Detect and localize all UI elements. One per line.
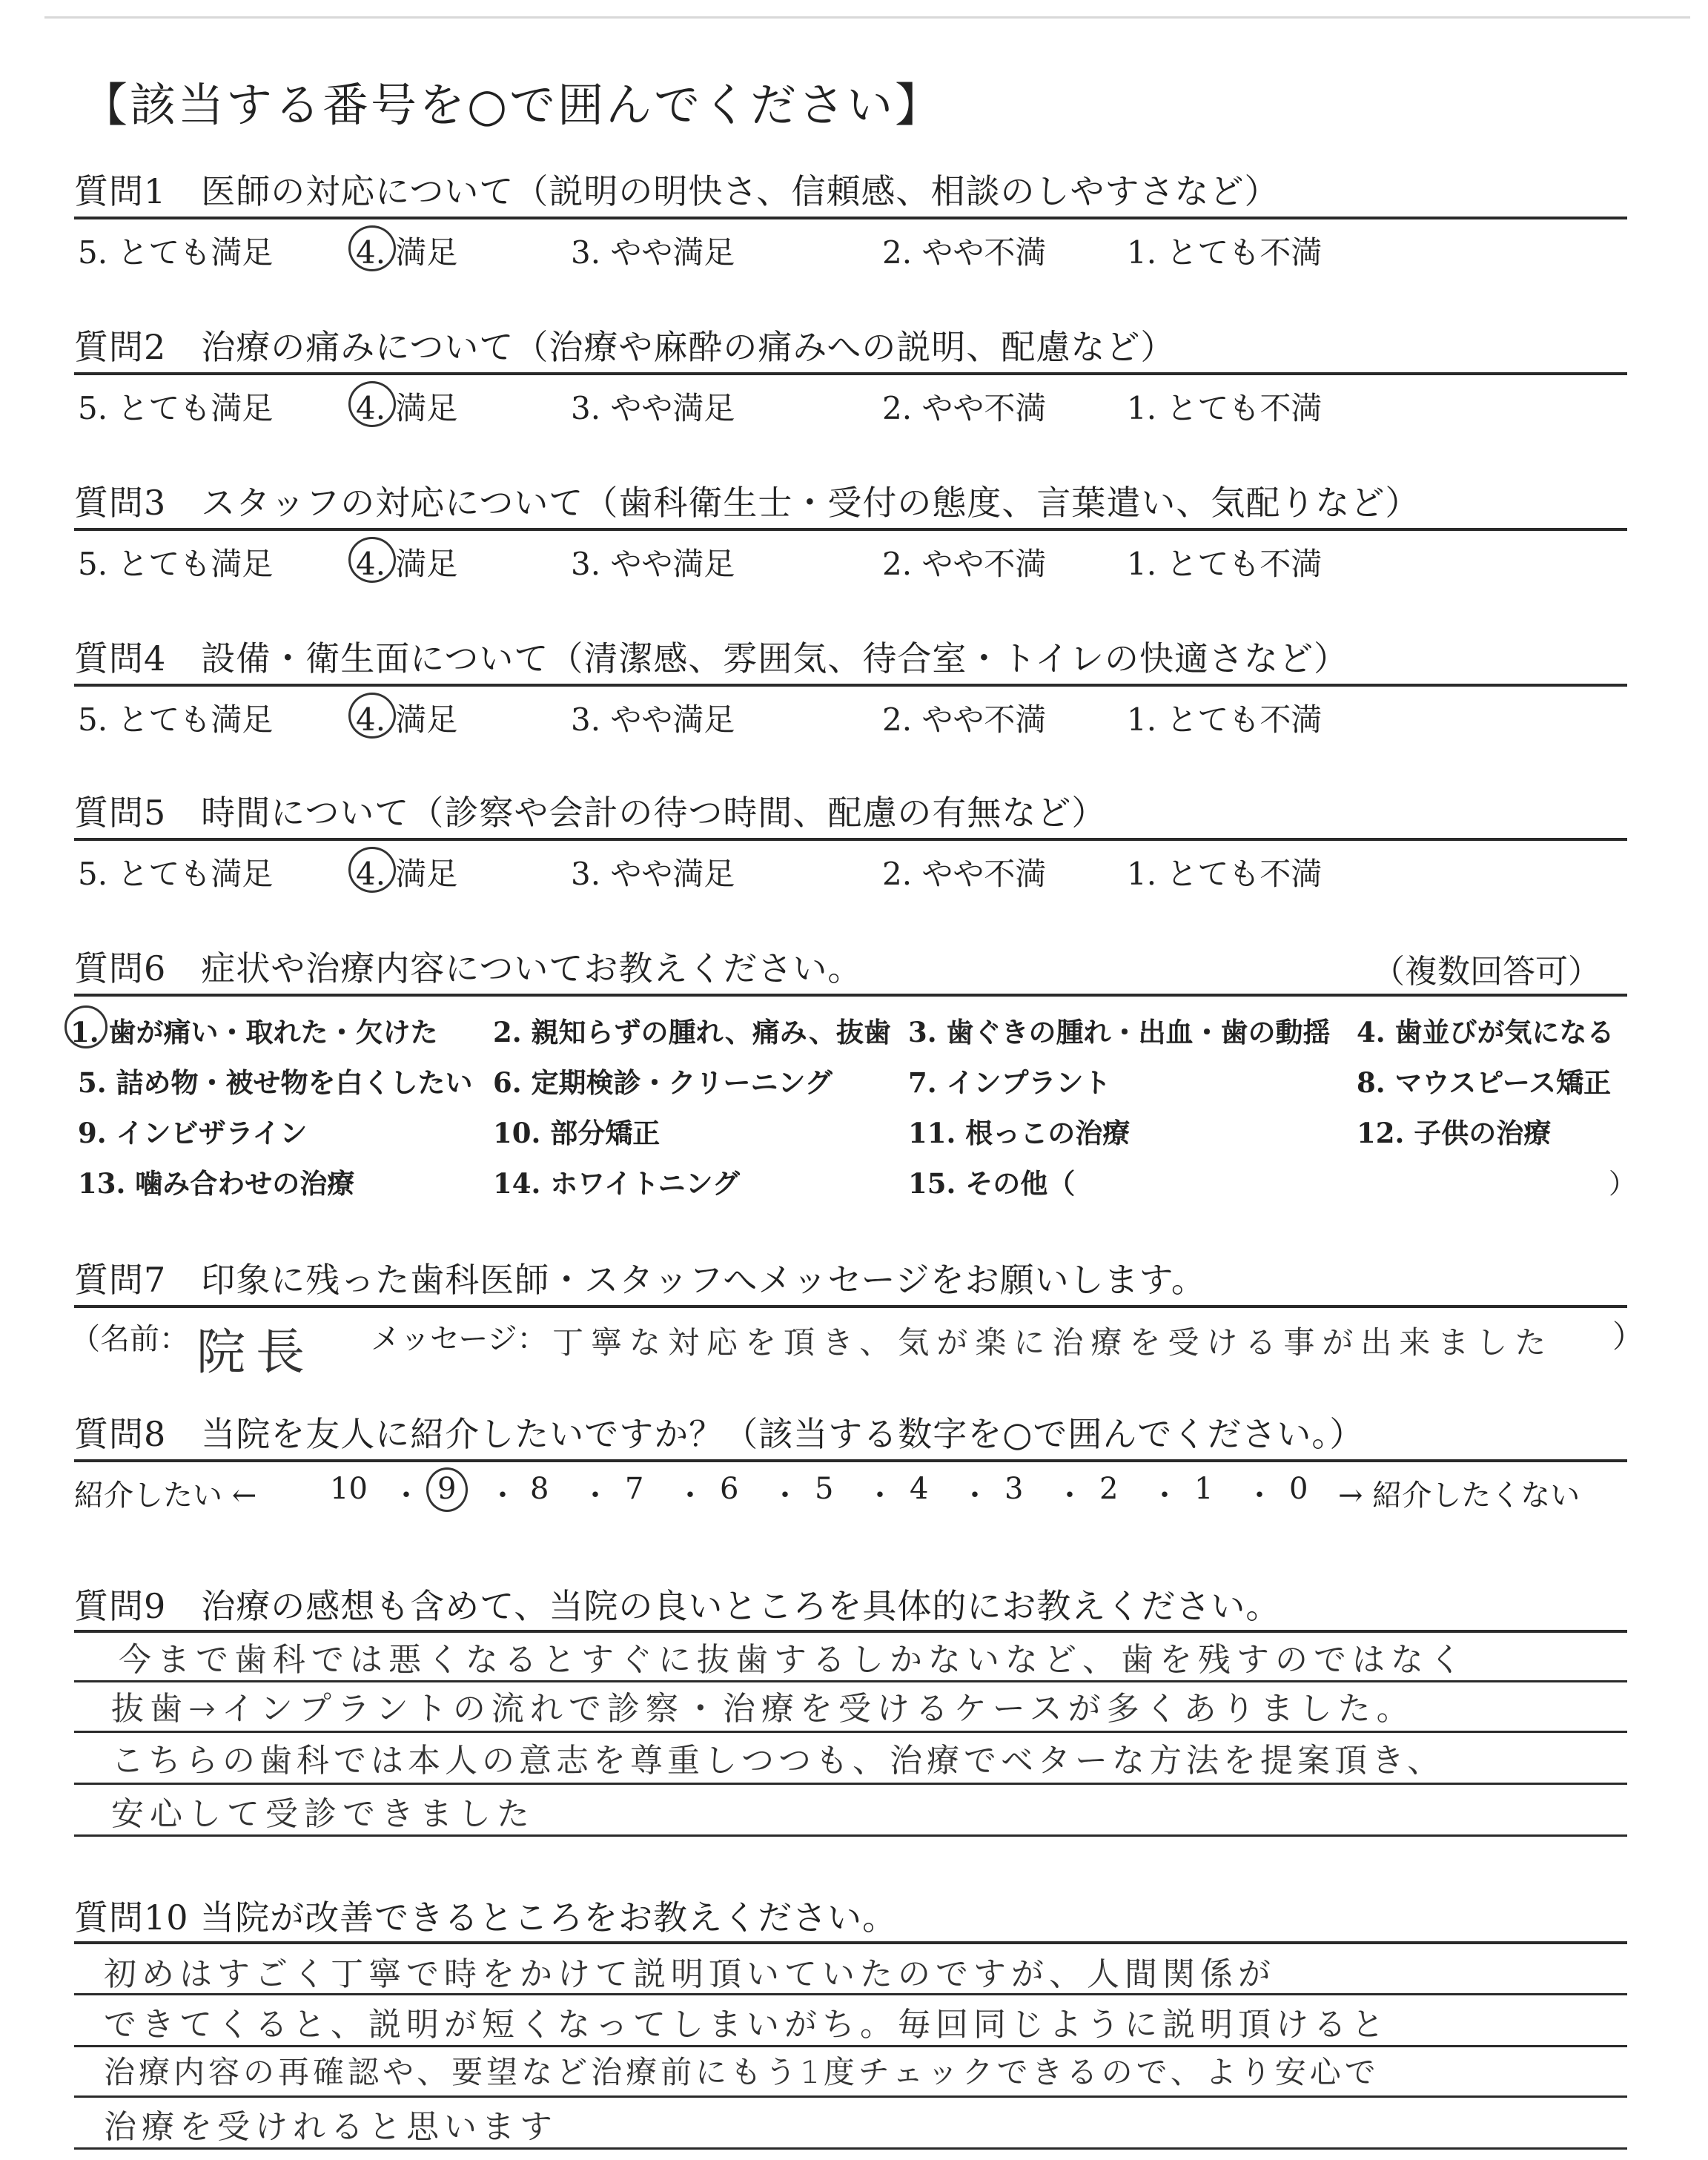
question-4-rule	[74, 684, 1627, 687]
question-10-title: 質問10 当院が改善できるところをお教えください。	[74, 1898, 898, 1938]
scale-dot: ・	[1150, 1479, 1179, 1513]
selection-circle	[348, 381, 396, 427]
question-4-title: 質問4 設備・衛生面について（清潔感、雰囲気、待合室・トイレの快適さなど）	[74, 638, 1349, 678]
scale-4[interactable]: 4	[910, 1472, 929, 1506]
message-value[interactable]: 丁寧な対応を頂き、気が楽に治療を受ける事が出来ました	[552, 1324, 1554, 1361]
question-8-title: 質問8 当院を友人に紹介したいですか？（該当する数字を○で囲んでください。）	[74, 1414, 1365, 1454]
question-2-title: 質問2 治療の痛みについて（治療や麻酔の痛みへの説明、配慮など）	[74, 327, 1176, 367]
question-5-options	[74, 850, 1627, 892]
symptom-12[interactable]: 12. 子供の治療	[1357, 1117, 1552, 1149]
scale-3[interactable]: 3	[1004, 1472, 1024, 1506]
answer-rule	[74, 1731, 1627, 1733]
question-5-rule	[74, 838, 1627, 841]
option-3[interactable]: 3. やや満足	[571, 546, 735, 582]
answer-line-1[interactable]: 今まで歯科では悪くなるとすぐに抜歯するしかないなど、歯を残すのではなく	[119, 1641, 1468, 1679]
option-4[interactable]: 4. 満足	[356, 701, 458, 738]
answer-line-4[interactable]: 治療を受けれると思います	[104, 2108, 557, 2146]
question-9-title: 質問9 治療の感想も含めて、当院の良いところを具体的にお教えください。	[74, 1586, 1281, 1626]
answer-rule	[74, 2095, 1627, 2098]
symptom-4[interactable]: 4. 歯並びが気になる	[1357, 1016, 1615, 1048]
question-5-title: 質問5 時間について（診察や会計の待つ時間、配慮の有無など）	[74, 793, 1107, 833]
message-close: ）	[1612, 1318, 1644, 1355]
question-3-rule	[74, 528, 1627, 531]
option-3[interactable]: 3. やや満足	[571, 856, 735, 892]
question-3-options	[74, 540, 1627, 582]
answer-line-1[interactable]: 初めはすごく丁寧で時をかけて説明頂いていたのですが、人間関係が	[104, 1955, 1276, 1993]
symptom-13[interactable]: 13. 噛み合わせの治療	[78, 1167, 355, 1200]
scale-9[interactable]: 9	[437, 1472, 457, 1506]
name-label: （名前：	[70, 1322, 189, 1356]
option-4[interactable]: 4. 満足	[356, 234, 458, 271]
option-3[interactable]: 3. やや満足	[571, 390, 735, 426]
answer-line-2[interactable]: 抜歯→インプラントの流れで診察・治療を受けるケースが多くありました。	[111, 1690, 1415, 1728]
scale-dot: ・	[960, 1479, 990, 1513]
scale-5[interactable]: 5	[815, 1472, 834, 1506]
symptom-8[interactable]: 8. マウスピース矯正	[1357, 1066, 1612, 1099]
option-5[interactable]: 5. とても満足	[78, 546, 274, 582]
symptom-6[interactable]: 6. 定期検診・クリーニング	[493, 1066, 833, 1099]
question-7-title: 質問7 印象に残った歯科医師・スタッフへメッセージをお願いします。	[74, 1260, 1206, 1300]
option-3[interactable]: 3. やや満足	[571, 234, 735, 271]
option-5[interactable]: 5. とても満足	[78, 390, 274, 426]
multiple-answers-note: （複数回答可）	[1372, 953, 1601, 991]
answer-rule	[74, 2147, 1627, 2150]
option-2[interactable]: 2. やや不満	[882, 546, 1047, 582]
option-2[interactable]: 2. やや不満	[882, 856, 1047, 892]
symptom-14[interactable]: 14. ホワイトニング	[493, 1167, 740, 1200]
question-2-rule	[74, 372, 1627, 375]
scale-7[interactable]: 7	[625, 1472, 644, 1506]
scale-dot: ・	[865, 1479, 895, 1513]
selection-circle	[64, 1005, 107, 1048]
scale-dot: ・	[770, 1479, 800, 1513]
option-5[interactable]: 5. とても満足	[78, 856, 274, 892]
symptom-2[interactable]: 2. 親知らずの腫れ、痛み、抜歯	[493, 1016, 891, 1048]
answer-line-2[interactable]: できてくると、説明が短くなってしまいがち。毎回同じように説明頂けると	[104, 2006, 1389, 2044]
option-1[interactable]: 1. とても不満	[1127, 856, 1323, 892]
question-1-title: 質問1 医師の対応について（説明の明快さ、信頼感、相談のしやすさなど）	[74, 171, 1280, 211]
option-4[interactable]: 4. 満足	[356, 856, 458, 892]
scale-1[interactable]: 1	[1194, 1472, 1214, 1506]
scale-10[interactable]: 10	[330, 1472, 368, 1506]
top-border	[44, 16, 1690, 19]
question-8-rule	[74, 1459, 1627, 1462]
option-1[interactable]: 1. とても不満	[1127, 390, 1323, 426]
scale-8[interactable]: 8	[530, 1472, 549, 1506]
symptom-9[interactable]: 9. インビザライン	[78, 1117, 308, 1149]
selection-circle	[426, 1467, 468, 1512]
symptom-10[interactable]: 10. 部分矯正	[493, 1117, 661, 1149]
answer-rule	[74, 1993, 1627, 1995]
question-6-rule	[74, 994, 1627, 997]
option-5[interactable]: 5. とても満足	[78, 701, 274, 738]
answer-rule	[74, 1783, 1627, 1785]
answer-line-4[interactable]: 安心して受診できました	[111, 1795, 535, 1833]
answer-rule	[74, 2045, 1627, 2047]
symptom-1[interactable]: 1. 歯が痛い・取れた・欠けた	[70, 1016, 438, 1048]
selection-circle	[348, 693, 396, 739]
selection-circle	[348, 537, 396, 583]
option-1[interactable]: 1. とても不満	[1127, 701, 1323, 738]
answer-line-3[interactable]: こちらの歯科では本人の意志を尊重しつつも、治療でベターな方法を提案頂き、	[111, 1742, 1445, 1780]
recommendation-scale	[74, 1472, 1627, 1513]
option-4[interactable]: 4. 満足	[356, 390, 458, 426]
question-4-options	[74, 696, 1627, 738]
scale-6[interactable]: 6	[720, 1472, 739, 1506]
scale-2[interactable]: 2	[1099, 1472, 1119, 1506]
symptom-3[interactable]: 3. 歯ぐきの腫れ・出血・歯の動揺	[908, 1016, 1331, 1048]
scale-0[interactable]: 0	[1289, 1472, 1308, 1506]
option-4[interactable]: 4. 満足	[356, 546, 458, 582]
scale-left-label: 紹介したい ←	[74, 1479, 257, 1513]
scale-right-label: → 紹介したくない	[1338, 1479, 1580, 1513]
message-label: メッセージ：	[371, 1322, 547, 1356]
question-1-rule	[74, 217, 1627, 219]
symptom-7[interactable]: 7. インプラント	[908, 1066, 1111, 1099]
name-value[interactable]: 院長	[196, 1324, 315, 1381]
question-2-options	[74, 384, 1627, 426]
scale-dot: ・	[580, 1479, 610, 1513]
question-3-title: 質問3 スタッフの対応について（歯科衛生士・受付の態度、言葉遣い、気配りなど）	[74, 483, 1420, 523]
question-10-rule	[74, 1941, 1627, 1944]
scale-dot: ・	[1055, 1479, 1085, 1513]
symptom-15[interactable]: 15. その他（	[908, 1167, 1076, 1200]
option-5[interactable]: 5. とても満足	[78, 234, 274, 271]
answer-line-3[interactable]: 治療内容の再確認や、要望など治療前にもう1度チェックできるので、より安心で	[104, 2054, 1380, 2090]
scale-dot: ・	[675, 1479, 705, 1513]
option-1[interactable]: 1. とても不満	[1127, 234, 1323, 271]
question-1-options	[74, 228, 1627, 271]
form-header: 【該当する番号を○で囲んでください】	[82, 78, 944, 132]
symptom-11[interactable]: 11. 根っこの治療	[908, 1117, 1131, 1149]
option-3[interactable]: 3. やや満足	[571, 701, 735, 738]
symptom-15-close: ）	[1609, 1168, 1636, 1200]
option-1[interactable]: 1. とても不満	[1127, 546, 1323, 582]
option-2[interactable]: 2. やや不満	[882, 701, 1047, 738]
scale-dot: ・	[488, 1479, 517, 1513]
answer-rule	[74, 1834, 1627, 1837]
symptom-5[interactable]: 5. 詰め物・被せ物を白くしたい	[78, 1066, 473, 1099]
question-7-rule	[74, 1305, 1627, 1308]
option-2[interactable]: 2. やや不満	[882, 234, 1047, 271]
scale-dot: ・	[1245, 1479, 1274, 1513]
selection-circle	[348, 225, 396, 271]
question-6-title: 質問6 症状や治療内容についてお教えください。	[74, 948, 863, 988]
scale-dot: ・	[391, 1479, 421, 1513]
option-2[interactable]: 2. やや不満	[882, 390, 1047, 426]
selection-circle	[348, 847, 396, 893]
